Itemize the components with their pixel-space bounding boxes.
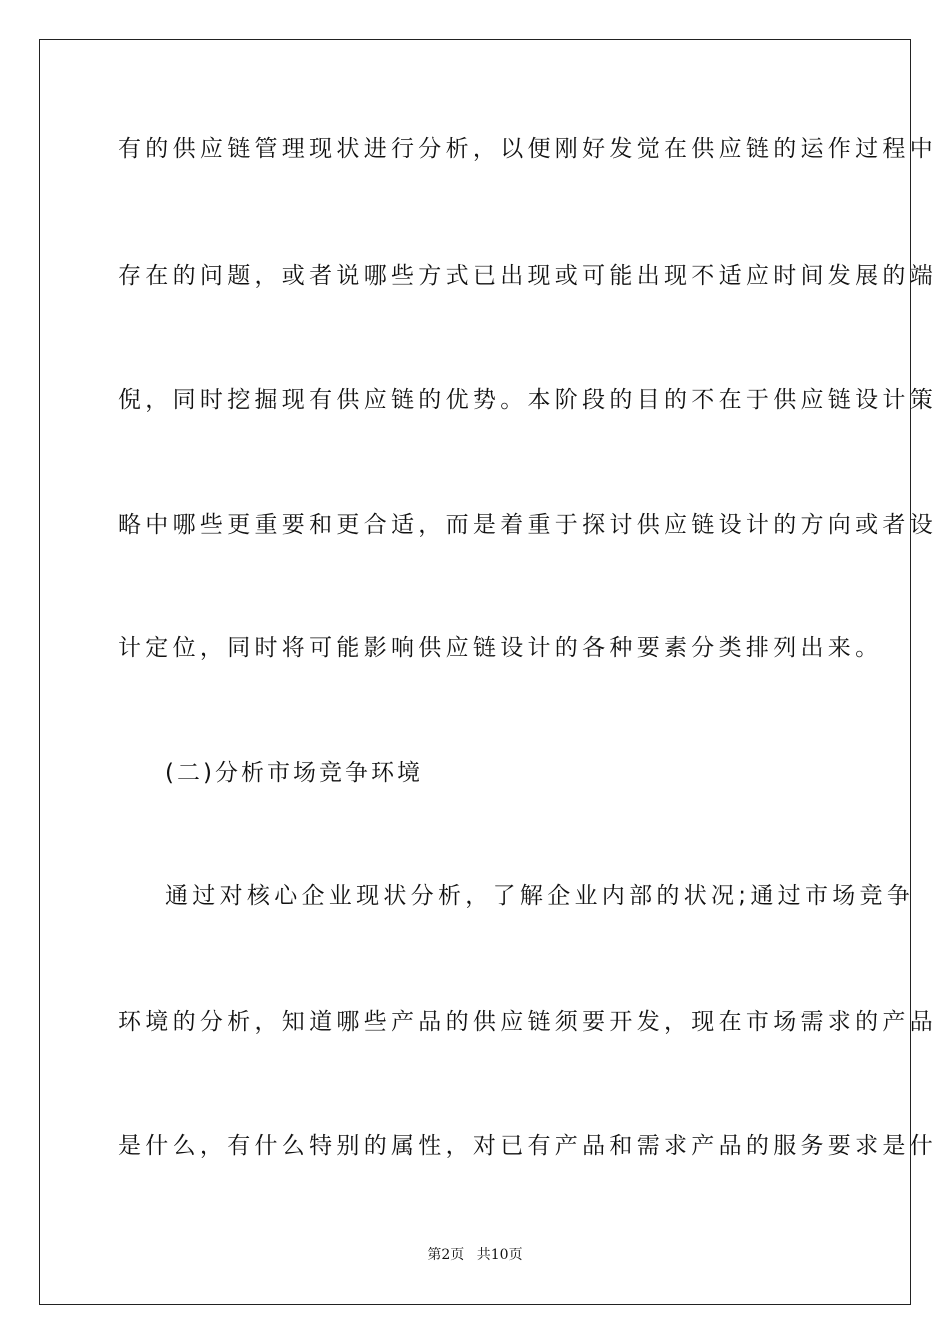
paragraph-line: 通过对核心企业现状分析，了解企业内部的状况;通过市场竞争 xyxy=(165,883,915,909)
page-total: 共10页 xyxy=(476,1247,523,1263)
paragraph-line: 略中哪些更重要和更合适，而是着重于探讨供应链设计的方向或者设 xyxy=(118,512,937,538)
section-heading: (二)分析市场竞争环境 xyxy=(165,760,423,786)
page-border xyxy=(39,39,937,1305)
paragraph-line: 有的供应链管理现状进行分析，以便刚好发觉在供应链的运作过程中 xyxy=(118,136,937,162)
paragraph-line: 存在的问题，或者说哪些方式已出现或可能出现不适应时间发展的端 xyxy=(118,263,937,289)
page-number: 第2页 xyxy=(427,1247,465,1263)
paragraph-line: 是什么，有什么特别的属性，对已有产品和需求产品的服务要求是什 xyxy=(118,1133,937,1159)
page-footer xyxy=(0,1246,950,1264)
paragraph-line: 环境的分析，知道哪些产品的供应链须要开发，现在市场需求的产品 xyxy=(118,1009,937,1035)
paragraph-line: 倪，同时挖掘现有供应链的优势。本阶段的目的不在于供应链设计策 xyxy=(118,387,937,413)
paragraph-line: 计定位，同时将可能影响供应链设计的各种要素分类排列出来。 xyxy=(118,635,883,661)
